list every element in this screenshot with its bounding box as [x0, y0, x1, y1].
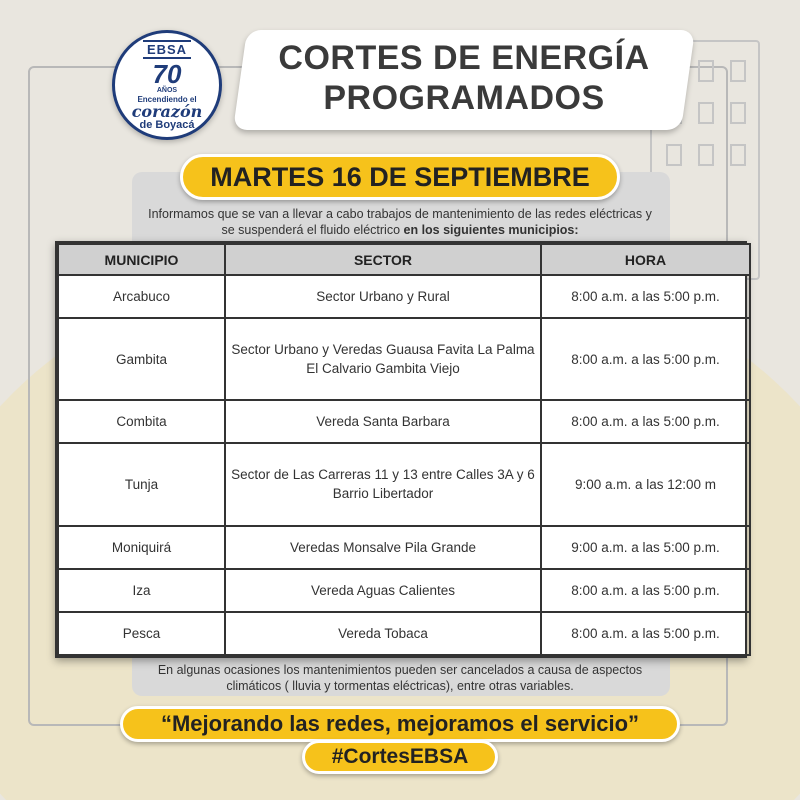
- cell-hora: 8:00 a.m. a las 5:00 p.m.: [541, 612, 750, 655]
- cell-municipio: Combita: [58, 400, 225, 443]
- cell-municipio: Tunja: [58, 443, 225, 525]
- cell-sector: Vereda Tobaca: [225, 612, 541, 655]
- logo-years: AÑOS: [156, 86, 178, 94]
- cell-hora: 8:00 a.m. a las 5:00 p.m.: [541, 275, 750, 318]
- cell-municipio: Arcabuco: [58, 275, 225, 318]
- cell-municipio: Iza: [58, 569, 225, 612]
- ebsa-logo: [112, 30, 222, 140]
- cell-sector: Sector Urbano y Veredas Guausa Favita La Palma El Calvario Gambita Viejo: [225, 318, 541, 400]
- header-sector: SECTOR: [225, 244, 541, 275]
- page-title: CORTES DE ENERGÍA PROGRAMADOS: [278, 39, 650, 117]
- hashtag-badge: #CortesEBSA: [302, 740, 498, 774]
- slogan-banner: “Mejorando las redes, mejoramos el servicio”: [120, 706, 680, 742]
- cell-sector: Vereda Santa Barbara: [225, 400, 541, 443]
- cell-hora: 8:00 a.m. a las 5:00 p.m.: [541, 569, 750, 612]
- schedule-table: [55, 241, 747, 658]
- logo-line2: corazón: [131, 101, 203, 121]
- cell-sector: Sector de Las Carreras 11 y 13 entre Calles 3A y 6 Barrio Libertador: [225, 443, 541, 525]
- table-row: [58, 318, 750, 400]
- table-row: [58, 569, 750, 612]
- table-row: [58, 275, 750, 318]
- logo-line3: de Boyacá: [139, 118, 195, 131]
- cell-hora: 9:00 a.m. a las 12:00 m: [541, 443, 750, 525]
- table-row: [58, 443, 750, 525]
- date-badge: MARTES 16 DE SEPTIEMBRE: [180, 154, 620, 200]
- header-municipio: MUNICIPIO: [58, 244, 225, 275]
- logo-brand: EBSA: [143, 40, 191, 59]
- intro-body: Informamos que se van a llevar a cabo trabajos de mantenimiento de las redes eléctricas y se suspenderá el fluido eléctrico: [148, 207, 652, 237]
- cell-hora: 8:00 a.m. a las 5:00 p.m.: [541, 318, 750, 400]
- disclaimer-note: En algunas ocasiones los mantenimientos pueden ser cancelados a causa de aspectos climáticos ( lluvia y tormentas eléctricas), entre otras variables.: [157, 663, 643, 693]
- cell-sector: Vereda Aguas Calientes: [225, 569, 541, 612]
- cell-hora: 9:00 a.m. a las 5:00 p.m.: [541, 526, 750, 569]
- cell-municipio: Moniquirá: [58, 526, 225, 569]
- table-row: [58, 612, 750, 655]
- logo-number: 70: [152, 58, 182, 89]
- table-header-row: [58, 244, 750, 275]
- intro-text: [140, 206, 660, 238]
- cell-sector: Veredas Monsalve Pila Grande: [225, 526, 541, 569]
- table-row: [58, 526, 750, 569]
- cell-municipio: Pesca: [58, 612, 225, 655]
- table-row: [58, 400, 750, 443]
- header-hora: HORA: [541, 244, 750, 275]
- cell-municipio: Gambita: [58, 318, 225, 400]
- cell-sector: Sector Urbano y Rural: [225, 275, 541, 318]
- logo-line1: Encendiendo el: [137, 94, 197, 104]
- cell-hora: 8:00 a.m. a las 5:00 p.m.: [541, 400, 750, 443]
- intro-emphasis: en los siguientes municipios:: [403, 223, 579, 237]
